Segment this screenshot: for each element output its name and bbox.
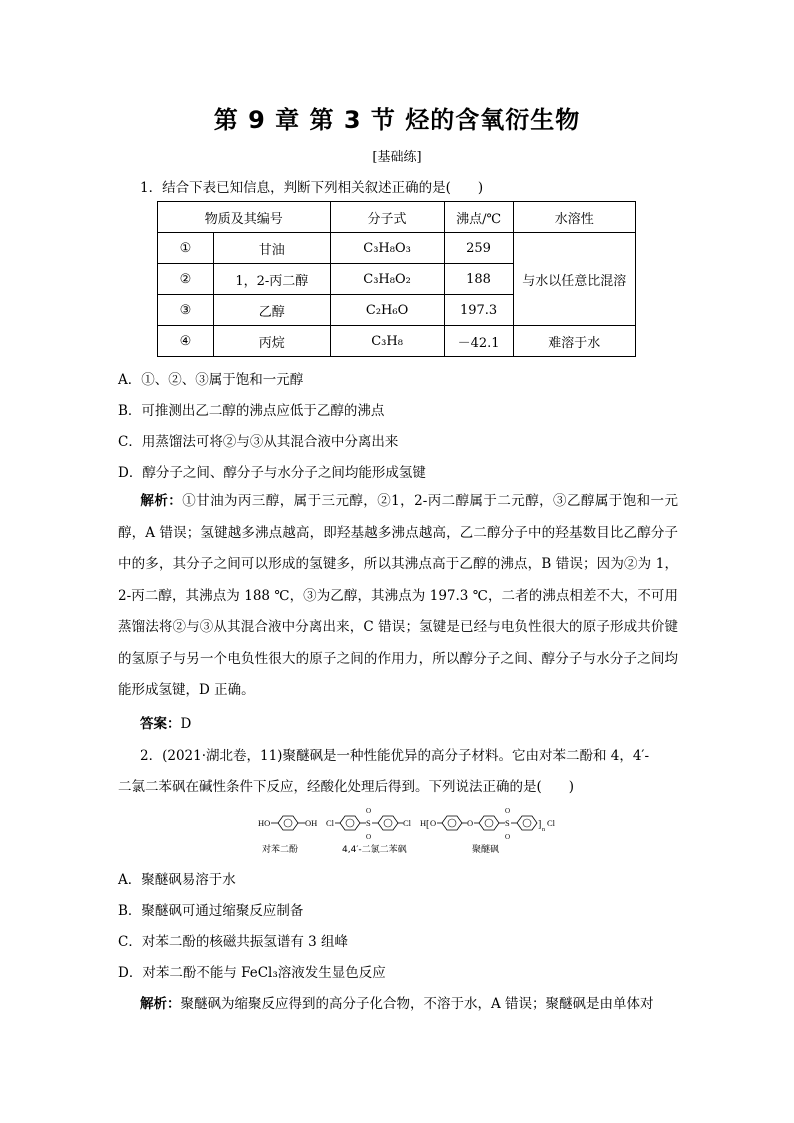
label-hydroquinone: 对苯二酚 [262,845,299,855]
svg-text:]: ] [538,819,542,830]
section-subtitle: [基础练] [372,150,422,165]
label-dichlorodiphenylsulfone: 4,4′-二氯二苯砜 [342,845,407,855]
svg-text:O: O [366,833,372,841]
row-solubility-merged: 与水以任意比混溶 [513,233,635,326]
answer-label: 答案： [140,716,181,732]
question-2-stem-line1: 2．(2021·湖北卷，11)聚醚砜是一种性能优异的高分子材料。它由对苯二酚和 4，4′- [140,748,650,764]
chemical-structures-figure [258,806,618,858]
polyethersulfone-structure [420,807,556,841]
svg-text:S: S [505,818,510,828]
row-bp: 197.3 [444,295,513,326]
label-polyethersulfone: 聚醚砜 [472,845,500,855]
option-d: D．对苯二酚不能与 FeCl₃溶液发生显色反应 [118,965,386,981]
row-solubility: 难溶于水 [513,326,635,357]
svg-text:Cl: Cl [547,818,556,828]
option-c: C．用蒸馏法可将②与③从其混合液中分离出来 [118,434,399,450]
svg-text:O: O [505,807,511,815]
analysis-text: ①甘油为丙三醇，属于三元醇，②1，2-丙二醇属于二元醇，③乙醇属于饱和一元醇，A 错误；氢键越多沸点越高，即羟基越多沸点越高，乙二醇分子中的羟基数目比乙醇分子中的多，其分子之间可以形成的氢键多，所以其沸点高于乙醇的沸点，B 错误；因为②为 1，2-丙二醇，其沸点为 188 ℃，③为乙醇，其沸点为 197.3 ℃，二者的沸点相差不大，不可用蒸馏法将②与③从其混合液中分离出来，C 错误；氢键是已经与电负性很大的原子形成共价键的氢原子与另一个电负性很大的原子之间的作用力，所以醇分子之间、醇分子与水分子之间均能形成氢键，D 正确。 [118,493,678,698]
svg-text:O: O [467,818,474,828]
row-bp: 188 [444,264,513,295]
svg-text:[: [ [426,819,430,830]
svg-text:HO: HO [258,818,271,828]
option-b: B．聚醚砜可通过缩聚反应制备 [118,903,304,919]
row-number: ③ [158,295,214,326]
svg-text:Cl: Cl [403,818,412,828]
analysis-label: 解析： [140,996,181,1012]
analysis-label: 解析： [140,493,183,509]
question-2-stem-line2: 二氯二苯砜在碱性条件下反应，经酸化处理后得到。下列说法正确的是( ) [118,779,575,795]
option-b: B．可推测出乙二醇的沸点应低于乙醇的沸点 [118,403,385,419]
option-a: A．①、②、③属于饱和一元醇 [118,372,304,388]
header-substance: 物质及其编号 [158,202,331,233]
row-number: ① [158,233,214,264]
table-row [158,326,636,357]
answer-value: D [180,716,192,732]
data-table [157,201,636,357]
option-c: C．对苯二酚的核磁共振氢谱有 3 组峰 [118,934,349,950]
row-bp: －42.1 [444,326,513,357]
page-title: 第 9 章 第 3 节 烃的含氧衍生物 [213,106,581,134]
svg-text:O: O [366,807,372,815]
table-header-row [158,202,636,233]
header-bp: 沸点/℃ [444,202,513,233]
analysis-line [140,992,654,1012]
row-name: 丙烷 [214,326,331,357]
svg-text:OH: OH [305,818,318,828]
row-name: 乙醇 [214,295,331,326]
row-name: 甘油 [214,233,331,264]
row-number: ④ [158,326,214,357]
option-d: D．醇分子之间、醇分子与水分子之间均能形成氢键 [118,465,426,481]
row-formula: C₃H₈ [330,326,444,357]
hydroquinone-structure [258,816,317,830]
analysis-paragraph [118,486,678,707]
analysis-text: 聚醚砜为缩聚反应得到的高分子化合物，不溶于水，A 错误；聚醚砜是由单体对 [180,996,654,1012]
svg-text:H: H [420,818,427,828]
svg-text:n: n [542,827,545,833]
row-formula: C₃H₈O₂ [330,264,444,295]
header-formula: 分子式 [330,202,444,233]
row-bp: 259 [444,233,513,264]
row-formula: C₂H₆O [330,295,444,326]
dichlorodiphenylsulfone-structure [326,807,412,841]
svg-text:O: O [505,833,511,841]
table-row [158,233,636,264]
header-solubility: 水溶性 [513,202,635,233]
svg-text:S: S [366,818,371,828]
row-formula: C₃H₈O₃ [330,233,444,264]
answer-line [140,712,191,732]
svg-text:Cl: Cl [326,818,335,828]
svg-text:O: O [430,818,437,828]
row-name: 1，2-丙二醇 [214,264,331,295]
question-1-stem: 1．结合下表已知信息，判断下列相关叙述正确的是( ) [140,180,484,196]
option-a: A．聚醚砜易溶于水 [118,872,236,888]
row-number: ② [158,264,214,295]
